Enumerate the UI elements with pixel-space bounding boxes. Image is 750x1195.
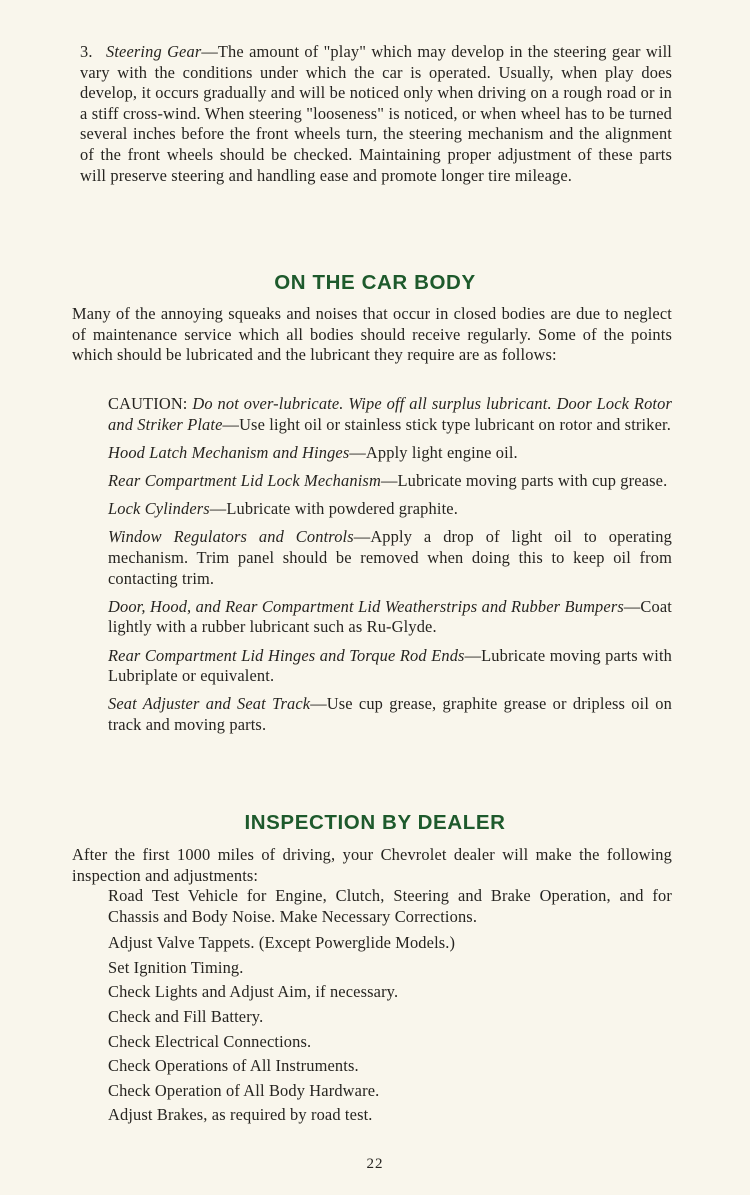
lube-item [108, 499, 672, 520]
lube-item-text: —Use cup grease, graphite grease or dripless oil on track and moving parts. [108, 694, 672, 734]
inspection-heading: INSPECTION BY DEALER [244, 811, 506, 834]
inspection-item: Adjust Brakes, as required by road test. [108, 1105, 373, 1125]
inspection-item: Road Test Vehicle for Engine, Clutch, Steering and Brake Operation, and for Chassis and Body Noise. Make Necessary Corrections. [108, 886, 672, 926]
lube-item-text: —Use light oil or stainless stick type lubricant on rotor and striker. [222, 414, 671, 434]
lube-item-text: —Apply light engine oil. [349, 442, 518, 462]
inspection-item: Check Lights and Adjust Aim, if necessary. [108, 982, 399, 1002]
car-body-intro: Many of the annoying squeaks and noises that occur in closed bodies are due to neglect of maintenance service which all bodies should receive regularly. Some of the points which should be lubricated and the lubricant they require are as follows: [72, 304, 672, 365]
inspection-item: Check and Fill Battery. [108, 1006, 264, 1026]
lube-item [108, 443, 672, 464]
steering-title: Steering Gear [106, 42, 202, 61]
lube-item [108, 527, 672, 589]
steering-number: 3. [80, 42, 93, 61]
inspection-intro: After the first 1000 miles of driving, your Chevrolet dealer will make the following inspection and adjustments: [72, 845, 672, 885]
caution-label: CAUTION: [108, 394, 193, 413]
inspection-item: Check Operation of All Body Hardware. [108, 1080, 380, 1100]
car-body-heading: ON THE CAR BODY [274, 271, 476, 294]
steering-gear-section [80, 42, 672, 186]
lube-item-text: —Coat lightly with a rubber lubricant such as Ru-Glyde. [108, 596, 672, 637]
lube-item-title: Door, Hood, and Rear Compartment Lid Weatherstrips and Rubber Bumpers [108, 596, 624, 616]
lube-item [108, 471, 672, 492]
lube-item-title: Door Lock Rotor and Striker Plate [108, 394, 673, 434]
lube-item-title: Rear Compartment Lid Hinges and Torque Rod Ends [108, 645, 465, 665]
lube-item-text: —Lubricate with powdered graphite. [209, 499, 458, 519]
lube-item-title: Seat Adjuster and Seat Track [108, 694, 311, 714]
lube-item-title: Window Regulators and Controls [108, 527, 354, 547]
lube-item-title: Hood Latch Mechanism and Hinges [108, 442, 350, 462]
lube-item-text: —Apply a drop of light oil to operating mechanism. Trim panel should be removed when doing this to keep oil from contacting trim. [108, 527, 672, 588]
lube-item-title: Lock Cylinders [108, 499, 210, 519]
inspection-item: Check Operations of All Instruments. [108, 1056, 359, 1076]
inspection-item: Adjust Valve Tappets. (Except Powerglide Models.) [108, 933, 456, 953]
lube-item-text: —Lubricate moving parts with Lubriplate or equivalent. [108, 645, 672, 686]
lube-item-text: —Lubricate moving parts with cup grease. [380, 470, 668, 490]
lube-item-title: Rear Compartment Lid Lock Mechanism [108, 470, 381, 490]
inspection-item: Check Electrical Connections. [108, 1031, 312, 1051]
lube-item [108, 646, 672, 687]
lube-item [108, 694, 672, 735]
lube-item [108, 597, 672, 638]
inspection-item: Set Ignition Timing. [108, 957, 244, 977]
page-number: 22 [366, 1156, 384, 1172]
car-body-list [108, 394, 672, 743]
steering-text: —The amount of "play" which may develop in the steering gear will vary with the conditions under which the car is operated. Usually, when play does develop, it occurs gradually and will be noticed only when driving on a rough road or in a stiff cross-wind. When steering "looseness" is noticed, or when wheel has to be turned several inches before the front wheels turn, the steering mechanism and the alignment of the front wheels should be checked. Maintaining proper adjustment of these parts will preserve steering and handling ease and promote longer tire mileage. [80, 42, 672, 185]
caution-text: Do not over-lubricate. Wipe off all surplus lubricant. [192, 394, 552, 413]
inspection-checklist [108, 886, 672, 1128]
caution-door-lock-item [108, 394, 672, 435]
